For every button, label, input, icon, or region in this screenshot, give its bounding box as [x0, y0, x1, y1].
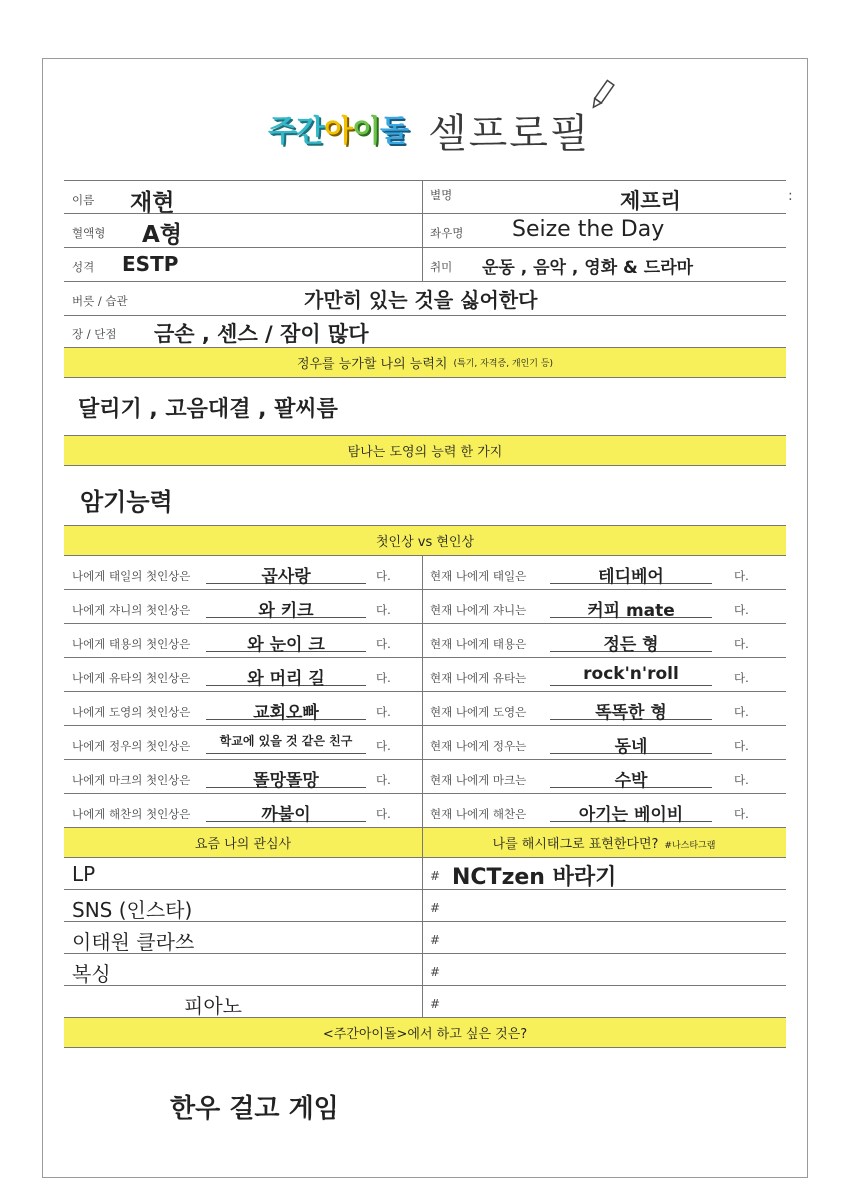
current-impression-label: 현재 나에게 도영은	[430, 705, 527, 719]
first-impression-value: 와 눈이 크	[247, 635, 325, 655]
first-impression-suffix: 다.	[376, 671, 391, 685]
impressions-banner: 첫인상 vs 현인상	[64, 526, 786, 556]
first-impression-label: 나에게 정우의 첫인상은	[72, 739, 191, 753]
wish-section	[64, 1048, 786, 1166]
current-impression-suffix: 다.	[734, 807, 749, 821]
first-impression-suffix: 다.	[376, 739, 391, 753]
first-impression-label: 나에게 쟈니의 첫인상은	[72, 603, 191, 617]
interests-hashtag-banner	[64, 828, 786, 858]
motto-label: 좌우명	[430, 226, 464, 240]
name-row	[64, 180, 786, 214]
current-impression-suffix: 다.	[734, 603, 749, 617]
first-impression-underline	[206, 753, 366, 754]
first-impression-value: 와 머리 길	[247, 669, 325, 689]
nickname-value: 제프리	[620, 189, 681, 213]
current-impression-suffix: 다.	[734, 773, 749, 787]
hashtag-symbol: #	[430, 933, 441, 947]
first-impression-label: 나에게 해찬의 첫인상은	[72, 807, 191, 821]
current-impression-value: 똑똑한 형	[595, 703, 667, 723]
weekly-idol-logo: 주간 아 이 돌	[268, 114, 408, 149]
strength-row	[64, 316, 786, 348]
current-impression-label: 현재 나에게 마크는	[430, 773, 527, 787]
current-impression-value: 아기는 베이비	[578, 805, 684, 825]
ability-section	[64, 378, 786, 436]
first-impression-suffix: 다.	[376, 637, 391, 651]
interest-item: 이태원 클라쓰	[72, 930, 195, 954]
ability-banner: 정우를 능가할 나의 능력치 (특기, 자격증, 개인기 등)	[64, 348, 786, 378]
personality-label: 성격	[72, 260, 95, 274]
impression-row	[64, 658, 786, 692]
impressions-table	[64, 556, 786, 828]
current-impression-value: 커피 mate	[587, 601, 675, 621]
habit-label: 버릇 / 습관	[72, 294, 128, 308]
profile-form	[64, 180, 786, 1166]
name-value: 재현	[130, 190, 175, 216]
motto-value: Seize the Day	[512, 217, 665, 242]
first-impression-value: 똘망똘망	[253, 771, 319, 791]
impression-row	[64, 726, 786, 760]
first-impression-label: 나에게 태용의 첫인상은	[72, 637, 191, 651]
current-impression-value: 동네	[614, 737, 648, 757]
first-impression-suffix: 다.	[376, 807, 391, 821]
current-impression-value: 정든 형	[603, 635, 659, 655]
first-impression-suffix: 다.	[376, 569, 391, 583]
interest-item: SNS (인스타)	[72, 898, 193, 922]
hashtag-banner-label: 나를 해시태그로 표현한다면? #나스타그램	[492, 837, 716, 852]
first-impression-label: 나에게 유타의 첫인상은	[72, 671, 191, 685]
covet-value: 암기능력	[80, 488, 173, 516]
current-impression-value: 수박	[614, 771, 648, 791]
current-impression-suffix: 다.	[734, 569, 749, 583]
name-label: 이름	[72, 193, 95, 207]
first-impression-suffix: 다.	[376, 773, 391, 787]
interest-row	[64, 954, 786, 986]
first-impression-value: 와 키크	[258, 601, 314, 621]
current-impression-suffix: 다.	[734, 671, 749, 685]
impression-row	[64, 794, 786, 828]
first-impression-label: 나에게 도영의 첫인상은	[72, 705, 191, 719]
current-impression-label: 현재 나에게 태용은	[430, 637, 527, 651]
current-impression-label: 현재 나에게 쟈니는	[430, 603, 527, 617]
first-impression-suffix: 다.	[376, 603, 391, 617]
current-impression-value: rock'n'roll	[583, 664, 679, 684]
hashtag-symbol: #	[430, 965, 441, 979]
page-title: 셀프로필	[428, 111, 591, 157]
impression-row	[64, 590, 786, 624]
blood-row	[64, 214, 786, 248]
hashtag-symbol: #	[430, 869, 441, 883]
impression-row	[64, 624, 786, 658]
hobby-value: 운동 , 음악 , 영화 & 드라마	[482, 258, 694, 278]
first-impression-value: 교회오빠	[253, 703, 319, 723]
personality-row	[64, 248, 786, 282]
hashtag-item: NCTzen 바라기	[452, 865, 617, 890]
interest-item: LP	[72, 862, 96, 886]
blood-label: 혈액형	[72, 226, 106, 240]
interest-row	[64, 922, 786, 954]
interest-row	[64, 858, 786, 890]
nickname-label: 별명	[430, 188, 453, 202]
page-header	[258, 92, 598, 164]
wish-value: 한우 걸고 게임	[170, 1094, 339, 1124]
first-impression-label: 나에게 마크의 첫인상은	[72, 773, 191, 787]
current-impression-underline	[550, 685, 712, 686]
ability-value: 달리기 , 고음대결 , 팔씨름	[78, 397, 338, 422]
interest-item: 피아노	[184, 994, 242, 1018]
interest-row	[64, 890, 786, 922]
impression-row	[64, 556, 786, 590]
edge-mark: :	[788, 188, 793, 204]
current-impression-suffix: 다.	[734, 637, 749, 651]
hashtag-symbol: #	[430, 997, 441, 1011]
current-impression-label: 현재 나에게 유타는	[430, 671, 527, 685]
current-impression-label: 현재 나에게 해찬은	[430, 807, 527, 821]
first-impression-value: 까불이	[261, 805, 311, 825]
interests-banner-label: 요즘 나의 관심사	[194, 837, 292, 852]
habit-row	[64, 282, 786, 316]
hobby-label: 취미	[430, 260, 453, 274]
current-impression-suffix: 다.	[734, 705, 749, 719]
habit-value: 가만히 있는 것을 싫어한다	[304, 288, 538, 312]
impression-row	[64, 692, 786, 726]
hashtag-symbol: #	[430, 901, 441, 915]
first-impression-value: 학교에 있을 것 같은 친구	[219, 734, 353, 748]
first-impression-label: 나에게 태일의 첫인상은	[72, 569, 191, 583]
current-impression-value: 테디베어	[598, 567, 664, 587]
pencil-icon	[588, 78, 616, 112]
impression-row	[64, 760, 786, 794]
strength-label: 장 / 단점	[72, 327, 117, 341]
wish-banner: <주간아이돌>에서 하고 싶은 것은?	[64, 1018, 786, 1048]
current-impression-suffix: 다.	[734, 739, 749, 753]
interest-item: 복싱	[72, 962, 111, 986]
personality-value: ESTP	[122, 252, 179, 276]
covet-section	[64, 466, 786, 526]
first-impression-suffix: 다.	[376, 705, 391, 719]
covet-banner: 탐나는 도영의 능력 한 가지	[64, 436, 786, 466]
interests-table	[64, 858, 786, 1018]
current-impression-label: 현재 나에게 태일은	[430, 569, 527, 583]
blood-value: A형	[142, 222, 183, 248]
first-impression-value: 곱사랑	[261, 567, 311, 587]
strength-value: 금손 , 센스 / 잠이 많다	[154, 322, 369, 346]
current-impression-label: 현재 나에게 정우는	[430, 739, 527, 753]
interest-row	[64, 986, 786, 1018]
